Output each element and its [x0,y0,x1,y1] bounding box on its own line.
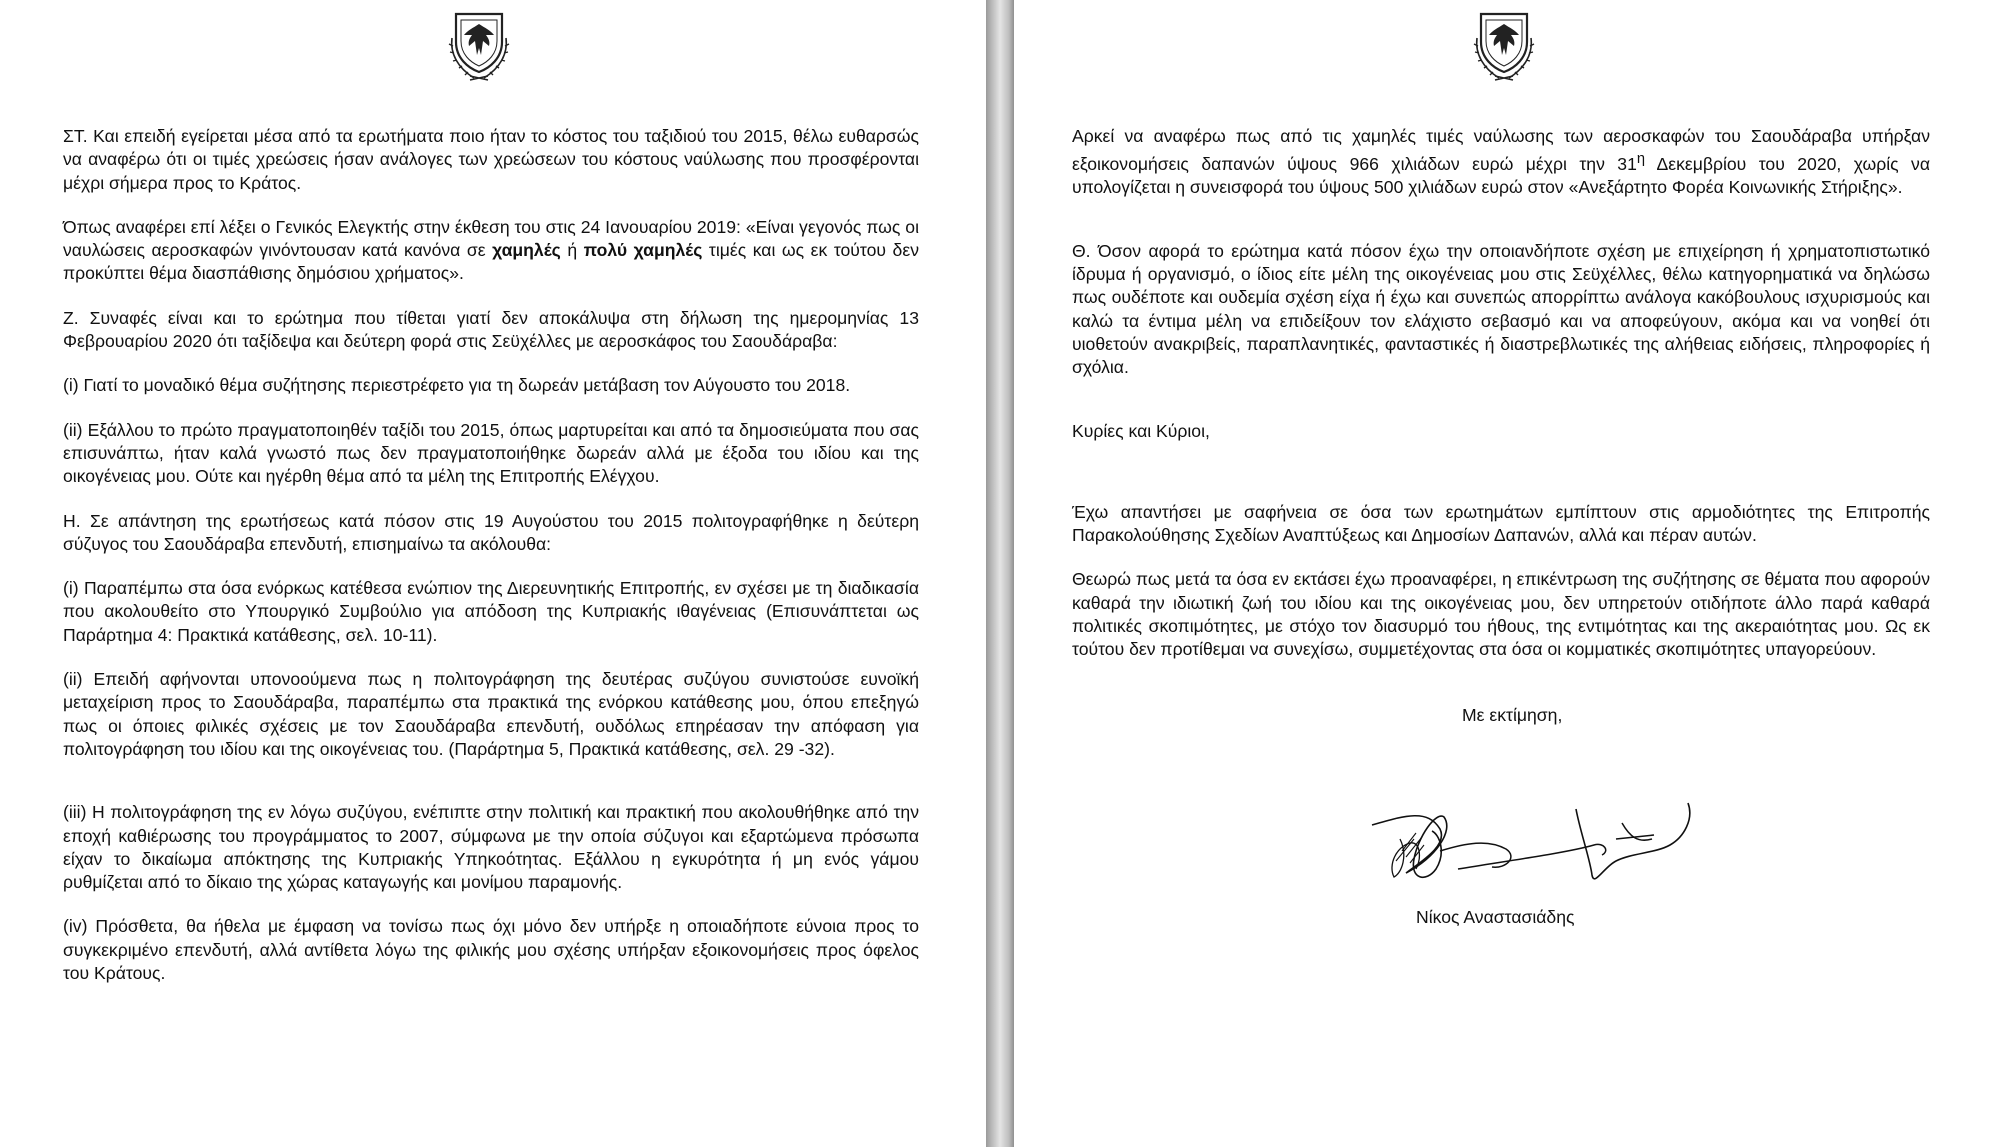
paragraph-z: Z. Συναφές είναι και το ερώτημα που τίθεται γιατί δεν αποκάλυψα στη δήλωση της ημερομηνίας 13 Φεβρουαρίου 2020 ότι ταξίδεψα και δεύτερη φορά στις Σεϋχέλλες με αεροσκάφος του Σαουδάραβα: [63,307,919,352]
document-page-right [1014,0,1994,1147]
paragraph-h-iii: (iii) Η πολιτογράφηση της εν λόγω συζύγου, ενέπιπτε στην πολιτική και πρακτική που ακολουθήθηκε από την εποχή καθιέρωσης του προγράμματος το 2007, σύμφωνα με την οποία σύζυγοι και εξαρτώμενα πρόσωπα είχαν το δικαίωμα απόκτησης της Κυπριακής Υπηκοότητας. Εξάλλου η εγκυρότητα ή μη ενός γάμου ρυθμίζεται από το δίκαιο της χώρας καταγωγής και μονίμου παραμονής. [63,802,919,893]
paragraph-h-iv: (iv) Πρόσθετα, θα ήθελα με έμφαση να τονίσω πως όχι μόνο δεν υπήρξε η οποιαδήποτε εύνοια προς το συγκεκριμένο επενδυτή, αλλά αντίθετα λόγω της φιλικής μου σχέσης υπήρξαν εξοικονομήσεις προς όφελος του Κράτους. [63,916,919,984]
paragraph-st: ΣΤ. Και επειδή εγείρεται μέσα από τα ερωτήματα ποιο ήταν το κόστος του ταξιδιού του 2015, θέλω ευθαρσώς να αναφέρω ότι οι τιμές χρεώσεις ήσαν ανάλογες των χρεώσεων του κόστους ναύλωσης που προσφέρονται μέχρι σήμερα προς το Κράτος. [63,126,919,193]
page-gutter [986,0,1014,1147]
savings-text: Αρκεί να αναφέρω πως από τις χαμηλές τιμές ναύλωσης των αεροσκαφών του Σαουδάραβα υπήρξαν εξοικονομήσεις δαπανών ύψους 966 χιλιάδων ευρώ μέχρι την 31 [1072,126,1930,175]
savings-paragraph [1072,125,1930,200]
document-page-left [0,0,986,1147]
paragraph-answered: Έχω απαντήσει με σαφήνεια σε όσα των ερωτημάτων εμπίπτουν στις αρμοδιότητες της Επιτροπής Παρακολούθησης Σχεδίων Αναπτύξεως και Δημοσίων Δαπανών, αλλά και πέραν αυτών. [1072,501,1930,546]
coat-of-arms-icon [444,8,514,86]
ordinal-superscript: η [1636,151,1646,168]
quote-bold-low: χαμηλές [492,240,561,261]
quote-text: Όπως αναφέρει επί λέξει ο Γενικός Ελεγκτής στην έκθεση του στις 24 Ιανουαρίου 2019: «Είναι γεγονός πως οι ναυλώσεις αεροσκαφών γινόντουσαν κατά κανόνα σε [63,216,919,261]
letter-body-left [63,125,919,1006]
signatory-name: Νίκος Αναστασιάδης [1416,907,1575,927]
salutation: Κυρίες και Κύριοι, [1072,420,1210,441]
quote-text-end: τιμές και ως εκ τούτου δεν προκύπτει θέμα διασπάθισης δημόσιου χρήματος». [63,240,919,284]
paragraph-h-i: (i) Παραπέμπω στα όσα ενόρκως κατέθεσα ενώπιον της Διερευνητικής Επιτροπής, εν σχέσει με τη διαδικασία που ακολουθείτο στο Υπουργικό Συμβούλιο για απόδοση της Κυπριακής ιθαγένειας (Επισυνάπτεται ως Παράρτημα 4: Πρακτικά κατάθεσης, σελ. 10-11). [63,578,919,645]
paragraph-z-ii: (ii) Εξάλλου το πρώτο πραγματοποιηθέν ταξίδι του 2015, όπως μαρτυρείται και από τα δημοσιεύματα που σας επισυνάπτω, ήταν καλά γνωστό πως δεν πραγματοποιήθηκε δωρεάν αλλά με έξοδα του ιδίου και της οικογένειας μου. Ούτε και ηγέρθη θέμα από τα μέλη της Επιτροπής Ελέγχου. [63,419,919,487]
paragraph-th: Θ. Όσον αφορά το ερώτημα κατά πόσον έχω την οποιανδήποτε σχέση με επιχείρηση ή χρηματοπιστωτικό ίδρυμα ή οργανισμό, ο ίδιος είτε μέλη της οικογένειας μου στις Σεϋχέλλες, θέλω κατηγορηματικά να δηλώσω πως ουδέποτε και ουδεμία σχέση είχα ή έχω και συνεπώς απορρίπτω ανάλογα κακόβουλους ισχυρισμούς και καλώ τα έντιμα μέλη να επιδείξουν τον ελάχιστο σεβασμό και να αποφεύγουν, ακόμα και να νοηθεί ότι υιοθετούν ανακριβείς, παραπλανητικές, φανταστικές ή διαστρεβλωτικές της αλήθειας ειδήσεις, πληροφορίες ή σχόλια. [1072,240,1930,378]
paragraph-z-i: (i) Γιατί το μοναδικό θέμα συζήτησης περιεστρέφετο για τη δωρεάν μετάβαση τον Αύγουστο του 2018. [63,375,851,396]
paragraph-conclusion: Θεωρώ πως μετά τα όσα εν εκτάσει έχω προαναφέρει, η επικέντρωση της συζήτησης σε θέματα που αφορούν καθαρά την ιδιωτική ζωή του ιδίου και της οικογένειας μου, δεν υπηρετούν οτιδήποτε άλλο παρά καθαρά πολιτικές σκοπιμότητες, με στόχο τον διασυρμό του ήθους, της εντιμότητας και της ακεραιότητας μου. Ως εκ τούτου δεν προτίθεμαι να συνεχίσω, συμμετέχοντας στα όσα οι κομματικές σκοπιμότητες υπαγορεύουν. [1072,569,1930,660]
paragraph-h: Η. Σε απάντηση της ερωτήσεως κατά πόσον στις 19 Αυγούστου του 2015 πολιτογραφήθηκε η δεύτερη σύζυγος του Σαουδάραβα επενδυτή, επισημαίνω τα ακόλουθα: [63,510,919,554]
quote-text-or: ή [560,240,584,261]
closing-phrase: Με εκτίμηση, [1462,704,1563,725]
quote-bold-very-low: πολύ χαμηλές [583,240,703,261]
paragraph-h-ii: (ii) Επειδή αφήνονται υπονοούμενα πως η πολιτογράφηση της δευτέρας συζύγου συνιστούσε ευνοϊκή μεταχείριση προς το Σαουδάραβα, παραπέμπω στα πρακτικά της ενόρκου κατάθεσης μου, όπου επεξηγώ πως οι όποιες φιλικές σχέσεις με τον Σαουδάραβα επενδυτή, ουδόλως επηρέασαν την απόφαση για πολιτογράφηση του ιδίου και της οικογένειας του. (Παράρτημα 5, Πρακτικά κατάθεσης, σελ. 29 -32). [63,669,919,759]
savings-text-end: Δεκεμβρίου του 2020, χωρίς να υπολογίζεται η συνεισφορά του ύψους 500 χιλιάδων ευρώ στον «Ανεξάρτητο Φορέα Κοινωνικής Στήριξης». [1072,154,1930,198]
auditor-quote-paragraph [63,216,919,286]
letter-body-right [1072,125,1930,748]
coat-of-arms-icon [1469,8,1539,86]
handwritten-signature [1366,795,1711,905]
